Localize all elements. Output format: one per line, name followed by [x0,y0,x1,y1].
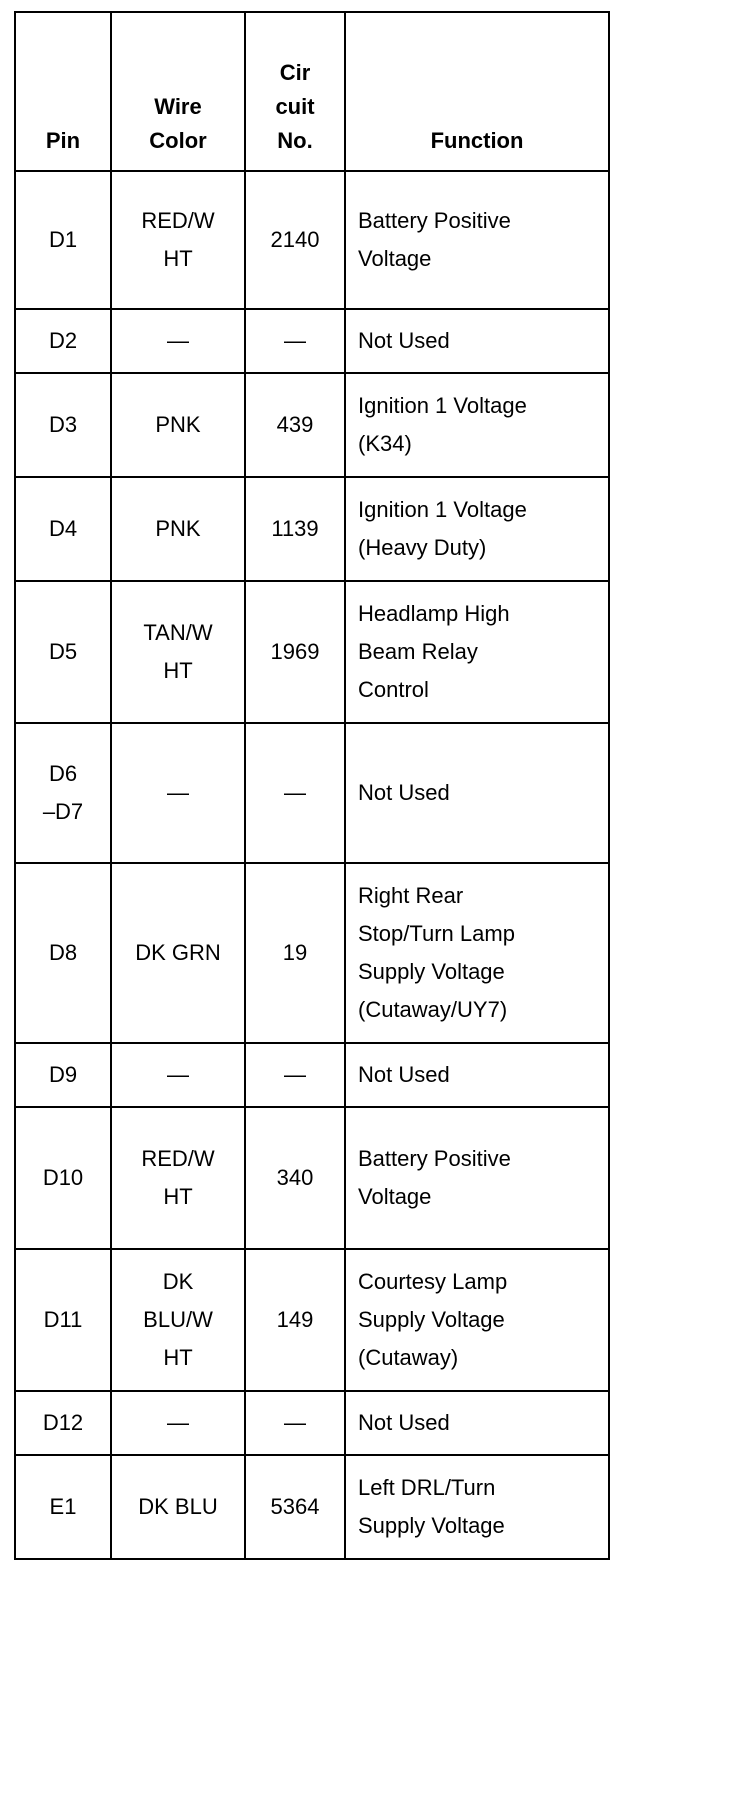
function-cell-line: Voltage [358,246,432,271]
wire-color-cell [111,171,245,309]
wire-color-cell [111,863,245,1043]
function-cell-line: (Cutaway) [358,1345,459,1370]
wire-color-cell-line: BLU/W [143,1307,213,1332]
wire-color-cell [111,723,245,863]
table-body [15,171,609,1559]
wire-color-cell [111,309,245,373]
function-cell-line: Not Used [358,780,450,805]
wire-color-cell [111,1107,245,1249]
table-row [15,477,609,581]
function-cell [345,1455,609,1559]
function-cell [345,373,609,477]
wire-color-cell-line: — [167,1062,189,1087]
circuit-no-cell [245,171,345,309]
function-cell-line: Supply Voltage [358,1307,505,1332]
table-row [15,581,609,723]
header-function-label: Function [430,128,524,153]
circuit-no-cell [245,723,345,863]
pin-cell-line: D11 [43,1307,83,1332]
table-row [15,1249,609,1391]
circuit-no-cell [245,309,345,373]
function-cell-line: (K34) [358,431,412,456]
pin-cell-line: D10 [42,1165,84,1190]
pin-cell [15,1249,111,1391]
table-row [15,1455,609,1559]
function-cell-line: Battery Positive [358,208,511,233]
pin-cell [15,477,111,581]
wire-color-cell-line: RED/W [141,208,215,233]
wire-color-cell [111,1455,245,1559]
function-cell-line: Right Rear [358,883,464,908]
wire-color-cell-line: HT [163,1184,193,1209]
circuit-no-cell-value: 1139 [271,516,319,541]
wire-color-cell [111,373,245,477]
header-circuit-line2: cuit [275,94,315,119]
pin-cell-line: D6 [48,761,78,786]
pin-cell [15,581,111,723]
header-pin [15,12,111,171]
circuit-no-cell-value: 439 [276,412,314,437]
circuit-no-cell [245,477,345,581]
function-cell-line: Ignition 1 Voltage [358,393,527,418]
function-cell [345,477,609,581]
circuit-no-cell [245,1043,345,1107]
wire-color-cell-line: DK BLU [138,1494,218,1519]
function-cell-line: Battery Positive [358,1146,511,1171]
pin-cell-line: E1 [49,1494,77,1519]
wire-color-cell [111,1391,245,1455]
function-cell-line: Beam Relay [358,639,478,664]
function-cell [345,1043,609,1107]
pin-cell [15,863,111,1043]
function-cell [345,171,609,309]
table-row [15,1391,609,1455]
circuit-no-cell-value: 19 [282,940,308,965]
circuit-no-cell-value: — [284,1410,306,1435]
pin-cell-line: D5 [48,639,78,664]
circuit-no-cell-value: 340 [276,1165,314,1190]
circuit-no-cell [245,1107,345,1249]
function-cell-line: Ignition 1 Voltage [358,497,527,522]
header-circuit-line1: Cir [279,60,311,85]
wire-color-cell-line: HT [163,246,193,271]
pin-cell-line: D9 [48,1062,78,1087]
circuit-no-cell-value: 2140 [270,227,320,252]
header-wire-color-line2: Color [149,128,207,153]
function-cell [345,1391,609,1455]
header-pin-label: Pin [45,128,81,153]
pin-cell-line: D1 [48,227,78,252]
function-cell-line: Supply Voltage [358,1513,505,1538]
function-cell-line: Courtesy Lamp [358,1269,508,1294]
pin-cell-line: –D7 [42,799,84,824]
circuit-no-cell [245,581,345,723]
connector-pinout-table [14,11,610,1560]
function-cell [345,1107,609,1249]
circuit-no-cell [245,1455,345,1559]
function-cell-line: Control [358,677,429,702]
wire-color-cell [111,477,245,581]
header-circuit-no [245,12,345,171]
table-header [15,12,609,171]
circuit-no-cell [245,1249,345,1391]
circuit-no-cell [245,1391,345,1455]
pin-cell [15,373,111,477]
table-row [15,1107,609,1249]
function-cell-line: (Heavy Duty) [358,535,487,560]
pin-cell-line: D3 [48,412,78,437]
table-row [15,723,609,863]
wire-color-cell [111,581,245,723]
pin-cell-line: D12 [42,1410,84,1435]
wire-color-cell-line: PNK [155,516,201,541]
function-cell-line: Not Used [358,328,450,353]
function-cell [345,581,609,723]
function-cell-line: Headlamp High [358,601,510,626]
wire-color-cell [111,1043,245,1107]
table-row [15,373,609,477]
table-row [15,171,609,309]
wire-color-cell-line: — [167,1410,189,1435]
pin-cell [15,1107,111,1249]
pin-cell-line: D4 [48,516,78,541]
header-function [345,12,609,171]
function-cell-line: Voltage [358,1184,432,1209]
wire-color-cell [111,1249,245,1391]
table-row [15,309,609,373]
wire-color-cell-line: HT [163,658,193,683]
header-wire-color-line1: Wire [154,94,202,119]
pin-cell [15,1043,111,1107]
pin-cell [15,723,111,863]
function-cell-line: Stop/Turn Lamp [358,921,515,946]
circuit-no-cell [245,863,345,1043]
header-row [15,12,609,171]
circuit-no-cell-value: — [284,780,306,805]
pin-cell-line: D8 [48,940,78,965]
wire-color-cell-line: — [167,328,189,353]
wire-color-cell-line: DK [162,1269,194,1294]
pin-cell [15,1391,111,1455]
pin-cell-line: D2 [48,328,78,353]
circuit-no-cell-value: — [284,328,306,353]
function-cell-line: Not Used [358,1062,450,1087]
function-cell [345,723,609,863]
function-cell-line: Not Used [358,1410,450,1435]
wire-color-cell-line: PNK [155,412,201,437]
wire-color-cell-line: TAN/W [143,620,213,645]
header-circuit-line3: No. [277,128,313,153]
pin-cell [15,171,111,309]
function-cell-line: (Cutaway/UY7) [358,997,508,1022]
pin-cell [15,1455,111,1559]
function-cell-line: Left DRL/Turn [358,1475,496,1500]
function-cell [345,309,609,373]
header-wire-color [111,12,245,171]
wire-color-cell-line: DK GRN [135,940,221,965]
table-row [15,863,609,1043]
function-cell [345,863,609,1043]
wire-color-cell-line: HT [163,1345,193,1370]
circuit-no-cell-value: — [284,1062,306,1087]
wire-color-cell-line: — [167,780,189,805]
table-row [15,1043,609,1107]
circuit-no-cell-value: 5364 [270,1494,320,1519]
circuit-no-cell [245,373,345,477]
function-cell-line: Supply Voltage [358,959,505,984]
pin-cell [15,309,111,373]
circuit-no-cell-value: 1969 [270,639,320,664]
circuit-no-cell-value: 149 [276,1307,314,1332]
wire-color-cell-line: RED/W [141,1146,215,1171]
function-cell [345,1249,609,1391]
